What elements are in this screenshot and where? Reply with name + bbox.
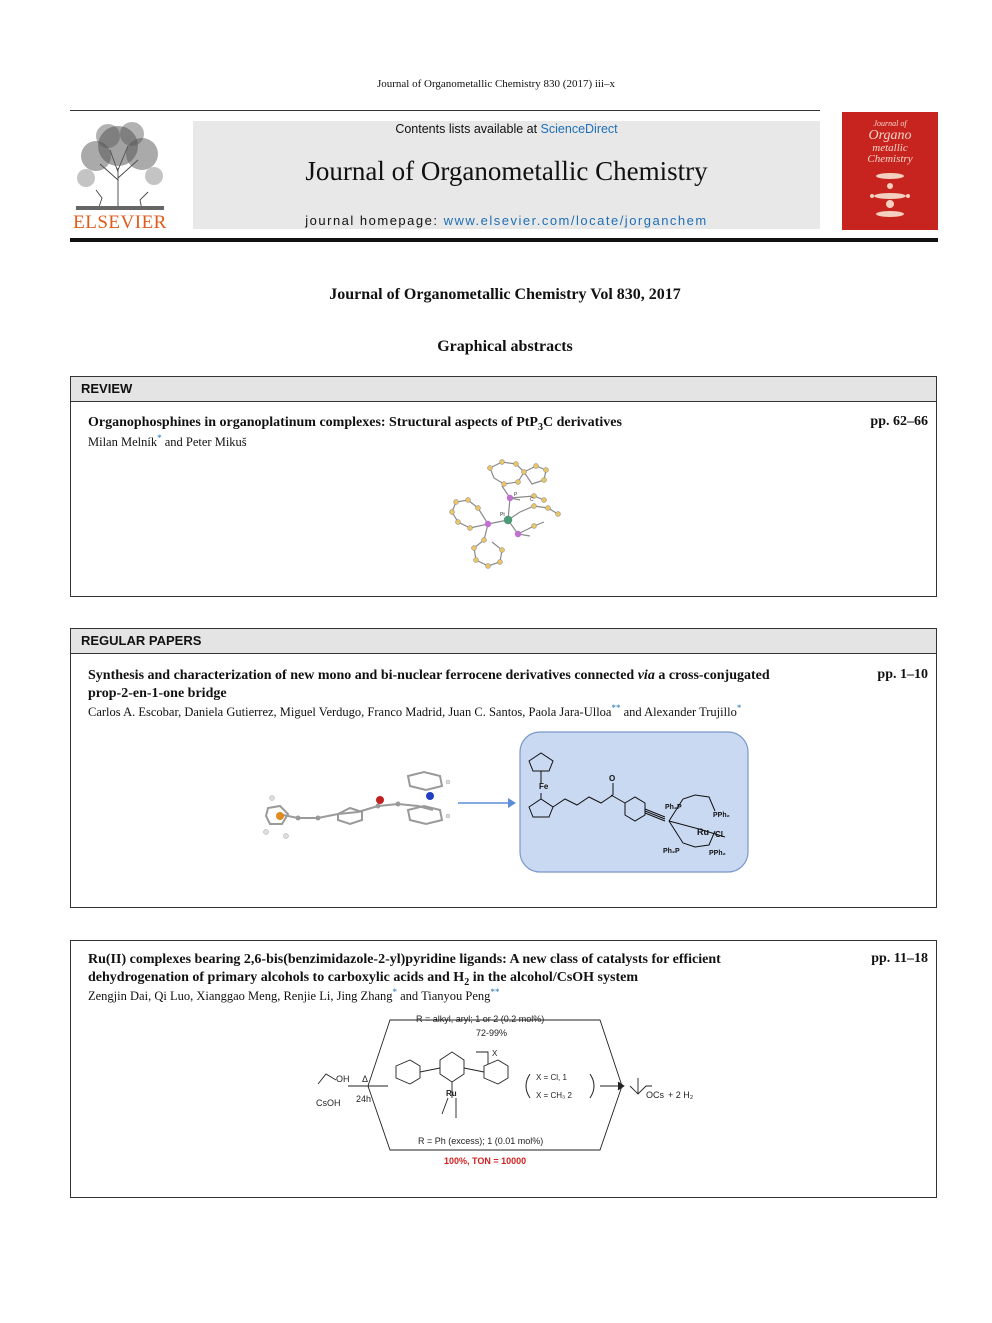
corresponding-mark[interactable]: * [157, 433, 162, 443]
variant-2: X = CH₃ 2 [536, 1091, 572, 1100]
title-text: a cross-conjugated [654, 668, 770, 683]
cover-title-line: metallic [872, 142, 908, 154]
cover-molecule-image [858, 168, 922, 224]
article-title[interactable]: Ru(II) complexes bearing 2,6-bis(benzimidazole-2-yl)pyridine ligands: A new class of catalysts for efficient dehydrogenation of primary alcohols to carboxylic acids and $H_2$ in the alcohol/CsOH system [88, 952, 721, 988]
article-pages: pp. 1–10 [877, 667, 928, 682]
author-name[interactable]: Peter Mikuš [185, 435, 247, 450]
bottom-condition: R = Ph (excess); 1 (0.01 mol%) [418, 1136, 544, 1146]
label-ru: Ru [697, 827, 709, 837]
ru-complex-scheme-panel [519, 731, 749, 873]
label-cl: Cl [715, 830, 723, 839]
author-name[interactable]: Milan Melník [88, 435, 158, 450]
section-heading: REGULAR PAPERS [71, 629, 936, 654]
label-fe: Fe [539, 782, 549, 791]
section-heading: REVIEW [71, 377, 936, 402]
reactant-oh: OH [336, 1074, 350, 1084]
article-authors: Zengjin Dai, Qi Luo, Xianggao Meng, Renjie Li, Jing Zhang* and Tianyou Peng** [88, 987, 500, 1004]
heat-symbol: Δ [362, 1074, 369, 1084]
article-pages: pp. 11–18 [871, 951, 928, 966]
homepage-prefix: journal homepage: [305, 213, 444, 228]
title-text: Synthesis and characterization of new mono and bi-nuclear ferrocene derivatives connected [88, 668, 638, 683]
author-name[interactable]: Renjie Li [283, 989, 331, 1004]
label-ph2p: Ph₂P [663, 848, 680, 855]
contents-line [193, 122, 820, 136]
elsevier-tree-logo [68, 120, 172, 212]
contents-prefix: Contents lists available at [395, 122, 541, 136]
author-connector: and [164, 435, 183, 450]
article-title[interactable]: Organophosphines in organoplatinum complexes: Structural aspects of PtP$_3$C derivatives [88, 415, 622, 433]
author-name[interactable]: Jing Zhang [336, 989, 393, 1004]
author-name[interactable]: Tianyou Peng [421, 989, 491, 1004]
dehydrogenation-scheme-figure [300, 1006, 720, 1172]
author-connector: and [623, 705, 642, 720]
author-name[interactable]: Paola Jara-Ulloa [528, 705, 612, 720]
journal-name: Journal of Organometallic Chemistry [305, 156, 708, 186]
base-csoh: CsOH [316, 1098, 341, 1108]
corresponding-mark[interactable]: ** [490, 987, 500, 997]
variant-1: X = Cl, 1 [536, 1073, 567, 1082]
author-connector: and [400, 989, 419, 1004]
metal-ru: Ru [446, 1089, 457, 1098]
reaction-arrow-icon [456, 795, 518, 811]
title-text: prop-2-en-1-one bridge [88, 686, 227, 701]
cover-title-line: Organo [868, 128, 912, 143]
label-pph2: PPh₂ [713, 812, 730, 819]
author-name[interactable]: Alexander Trujillo [644, 705, 737, 720]
author-name[interactable]: Qi Luo [154, 989, 191, 1004]
section-title: Graphical abstracts [437, 338, 573, 355]
label-pph2: PPh₂ [709, 850, 726, 857]
volume-line: Journal of Organometallic Chemistry Vol 830, 2017 [329, 286, 681, 303]
label-ph2p: Ph₂P [665, 804, 682, 811]
corresponding-mark[interactable]: * [736, 703, 742, 713]
header-thick-rule [70, 238, 938, 242]
author-name[interactable]: Daniela Gutierrez [184, 705, 274, 720]
label-c: C [530, 497, 534, 503]
homepage-line [193, 213, 820, 228]
cover-title [842, 118, 938, 165]
ligand-x: X [492, 1049, 498, 1058]
cover-title-line: Chemistry [867, 153, 913, 165]
label-o: O [609, 774, 616, 783]
author-name[interactable]: Miguel Verdugo [279, 705, 362, 720]
byproduct-h2: + 2 H₂ [668, 1090, 694, 1100]
author-name[interactable]: Xianggao Meng [196, 989, 278, 1004]
running-citation: Journal of Organometallic Chemistry 830 (2017) iii–x [376, 78, 616, 90]
corresponding-mark[interactable]: * [392, 987, 397, 997]
bottom-result: 100%, TON = 10000 [444, 1156, 527, 1166]
homepage-link[interactable]: www.elsevier.com/locate/jorganchem [443, 213, 708, 228]
top-yield: 72-99% [476, 1028, 508, 1038]
author-name[interactable]: Zengjin Dai [88, 989, 149, 1004]
article-authors [88, 433, 247, 450]
header-rule [70, 110, 820, 111]
product-ocs: OCs [646, 1090, 664, 1100]
author-name[interactable]: Franco Madrid [367, 705, 443, 720]
article-pages: pp. 62–66 [870, 414, 928, 429]
title-italic: via [637, 668, 655, 683]
author-name[interactable]: Carlos A. Escobar [88, 705, 179, 720]
top-condition: R = alkyl, aryl; 1 or 2 (0.2 mol%) [416, 1014, 545, 1024]
article-authors: Carlos A. Escobar, Daniela Gutierrez, Miguel Verdugo, Franco Madrid, Juan C. Santos, Paola Jara-Ulloa** and Alexander Trujillo* [88, 703, 742, 720]
author-name[interactable]: Juan C. Santos [448, 705, 523, 720]
label-p: P [514, 492, 518, 498]
reaction-time: 24h [356, 1094, 372, 1104]
sciencedirect-link[interactable]: ScienceDirect [540, 122, 618, 136]
pt-complex-structure-figure [440, 456, 570, 574]
label-pt: Pt [500, 512, 505, 518]
article-title[interactable] [88, 667, 848, 703]
ferrocene-crystal-structure-figure [258, 762, 458, 852]
corresponding-mark[interactable]: ** [611, 703, 621, 713]
cover-title-line: Journal of [873, 119, 907, 128]
elsevier-wordmark: ELSEVIER [73, 212, 167, 233]
